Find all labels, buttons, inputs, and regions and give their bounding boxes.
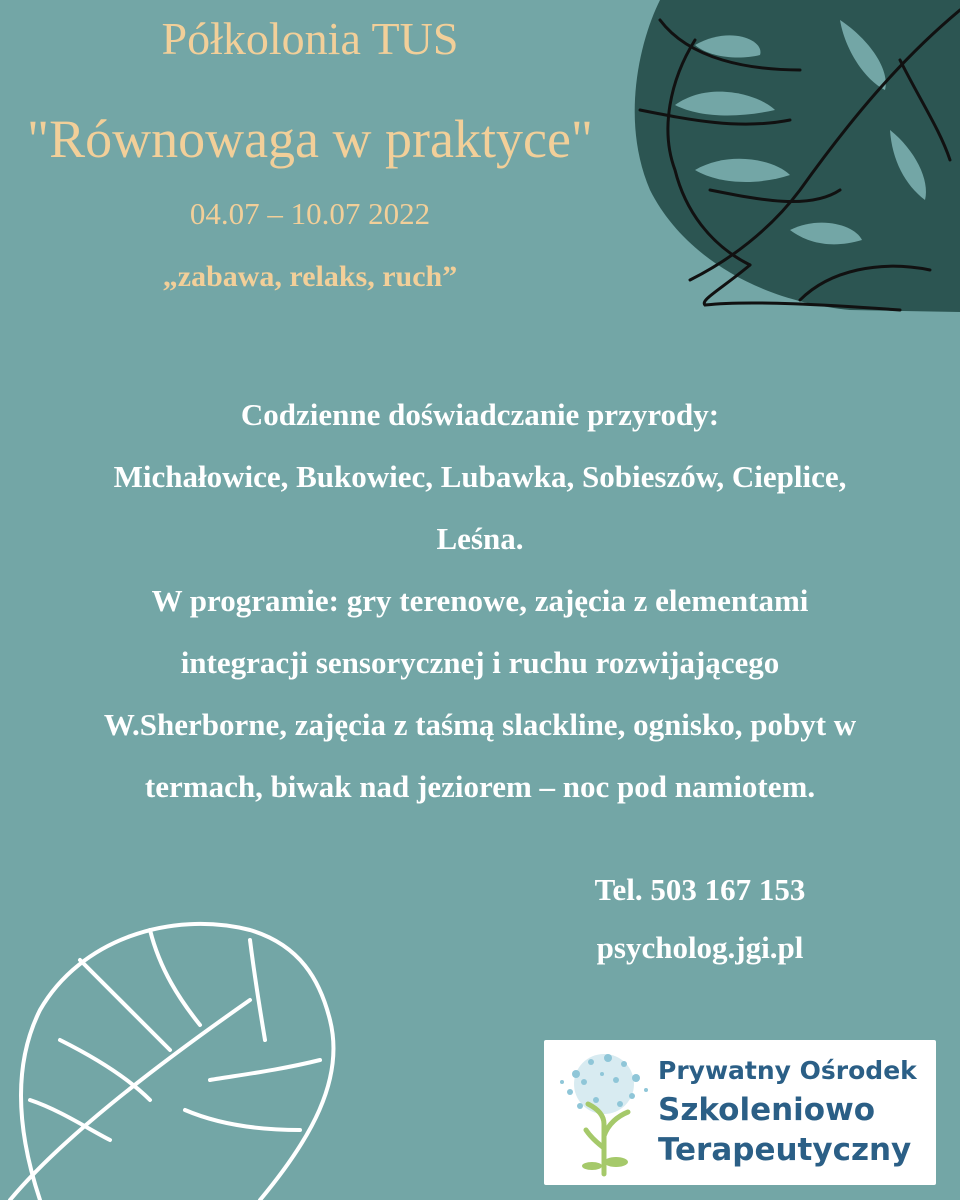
event-motto: „zabawa, relaks, ruch”	[162, 260, 458, 293]
program-line: Michałowice, Bukowiec, Lubawka, Sobieszów, Cieplice,	[113, 459, 847, 494]
logo-line-3: Terapeutyczny	[658, 1132, 912, 1168]
logo-line-1: Prywatny Ośrodek	[658, 1056, 917, 1085]
page-title: Półkolonia TUS	[161, 13, 459, 64]
program-line: W.Sherborne, zajęcia z taśmą slackline, ognisko, pobyt w	[103, 707, 857, 742]
website-link[interactable]: psycholog.jgi.pl	[596, 930, 804, 965]
program-description	[0, 384, 960, 818]
program-line: integracji sensorycznej i ruchu rozwijającego	[180, 645, 780, 680]
event-dates: 04.07 – 10.07 2022	[189, 196, 431, 231]
logo-line-2: Szkoleniowo	[658, 1092, 876, 1128]
page-subtitle: "Równowaga w praktyce"	[27, 109, 593, 169]
program-line: termach, biwak nad jeziorem – noc pod namiotem.	[144, 769, 816, 804]
monstera-leaf-outline-icon	[0, 900, 380, 1200]
organization-logo	[544, 1040, 936, 1185]
monstera-leaf-icon	[600, 0, 960, 320]
tree-icon	[546, 1044, 664, 1182]
phone-number: Tel. 503 167 153	[594, 872, 806, 907]
program-line: Leśna.	[436, 521, 524, 556]
program-line: Codzienne doświadczanie przyrody:	[240, 397, 720, 432]
program-line: W programie: gry terenowe, zajęcia z elementami	[151, 583, 809, 618]
